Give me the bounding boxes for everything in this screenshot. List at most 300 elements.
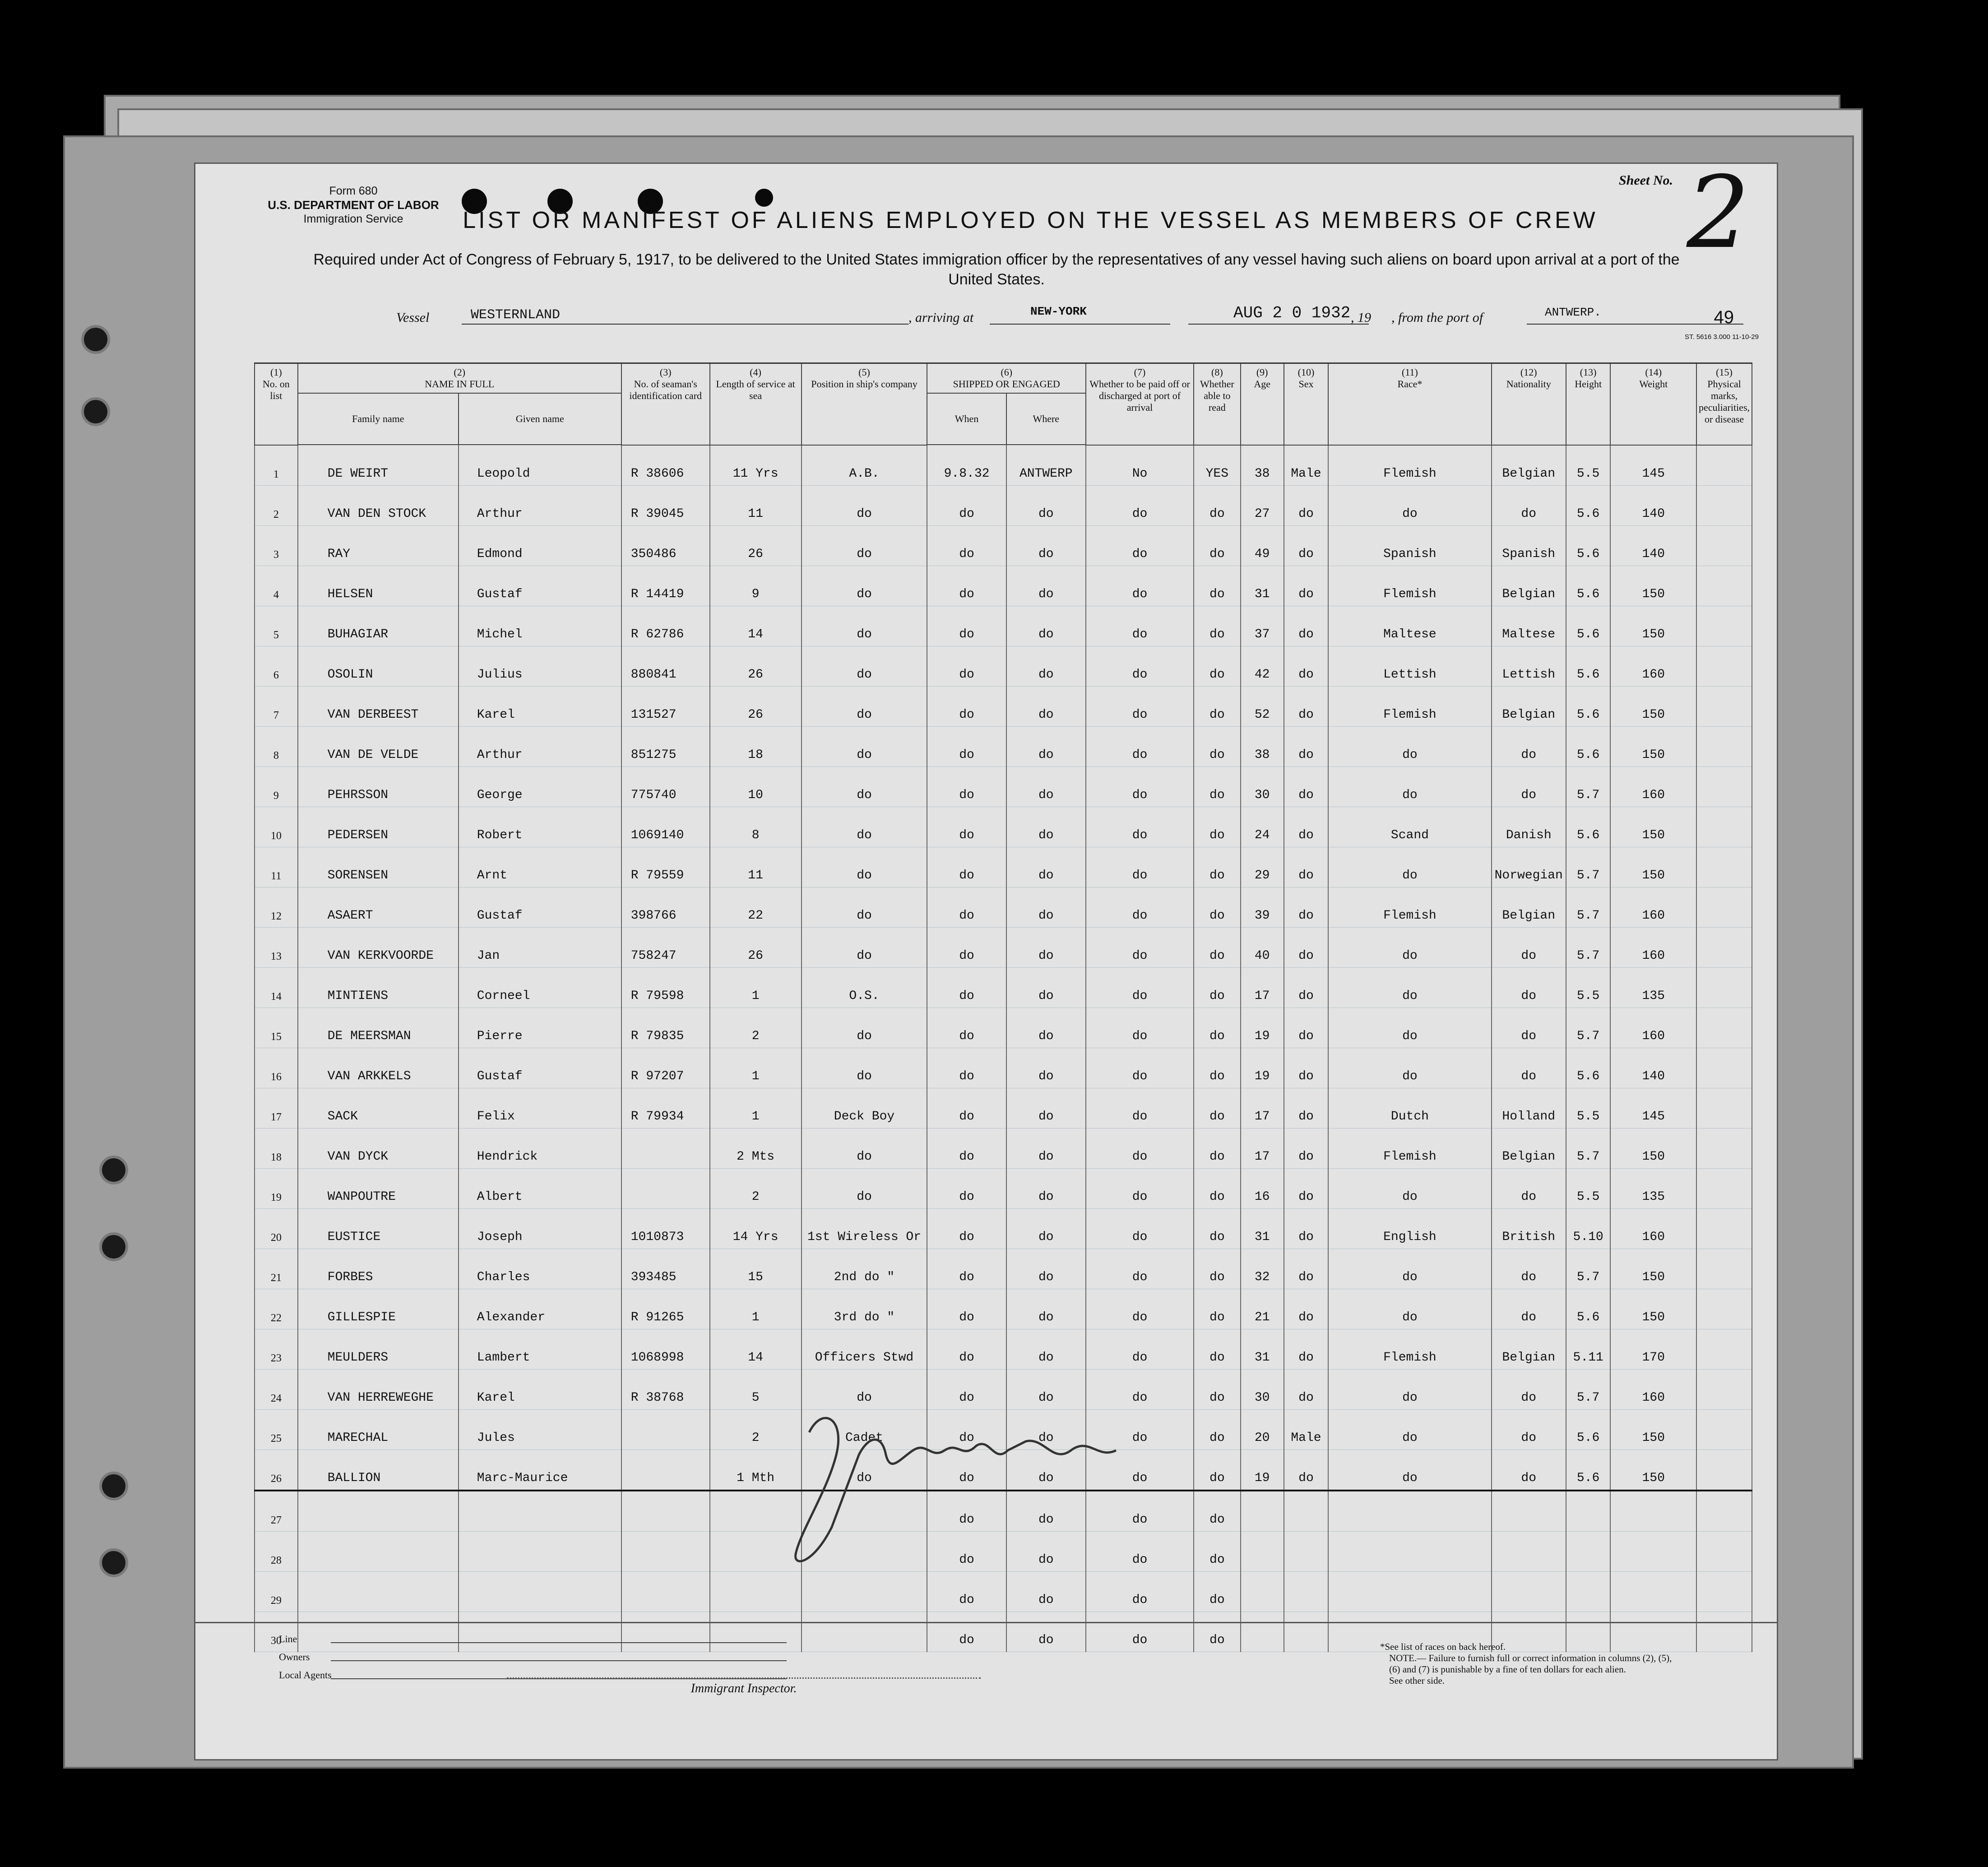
cell-service: 14 bbox=[710, 606, 802, 646]
cell-position: do bbox=[802, 807, 927, 847]
cell-family: MINTIENS bbox=[298, 968, 459, 1008]
cell-read: do bbox=[1194, 928, 1241, 968]
cell-marks bbox=[1696, 847, 1752, 887]
cell-race: do bbox=[1328, 928, 1491, 968]
cell-read: do bbox=[1194, 606, 1241, 646]
cell-sex: do bbox=[1284, 1329, 1329, 1370]
cell-card: R 97207 bbox=[621, 1048, 710, 1088]
cell-family: PEHRSSON bbox=[298, 767, 459, 807]
cell-card: R 62786 bbox=[621, 606, 710, 646]
cell-nat: British bbox=[1492, 1209, 1566, 1249]
cell-when: do bbox=[927, 1450, 1006, 1491]
cell-paid: do bbox=[1086, 526, 1194, 566]
cell-sex: Male bbox=[1284, 1410, 1329, 1450]
cell-position: do bbox=[802, 486, 927, 526]
cell-card: 398766 bbox=[621, 887, 710, 928]
table-row bbox=[255, 1048, 1752, 1088]
cell-race: do bbox=[1328, 1410, 1491, 1450]
col-number: (9) bbox=[1256, 367, 1268, 378]
cell-age: 38 bbox=[1241, 727, 1284, 767]
binder-hole bbox=[81, 397, 110, 426]
cell-weight: 160 bbox=[1610, 928, 1696, 968]
cell-nat: do bbox=[1492, 486, 1566, 526]
cell-service: 9 bbox=[710, 566, 802, 606]
col-number: (12) bbox=[1520, 367, 1537, 378]
cell-nat: do bbox=[1492, 1450, 1566, 1491]
cell-no: 4 bbox=[255, 566, 298, 606]
table-row bbox=[255, 968, 1752, 1008]
cell-marks bbox=[1696, 1088, 1752, 1129]
cell-position: do bbox=[802, 727, 927, 767]
table-row bbox=[255, 928, 1752, 968]
cell-position: do bbox=[802, 847, 927, 887]
col-read-header bbox=[1194, 363, 1241, 446]
table-row bbox=[255, 1289, 1752, 1329]
cell-race: Scand bbox=[1328, 807, 1491, 847]
cell-service: 2 bbox=[710, 1008, 802, 1048]
cell-position: Cadet bbox=[802, 1410, 927, 1450]
binder-hole bbox=[99, 1232, 128, 1261]
cell-weight: 140 bbox=[1610, 486, 1696, 526]
col-number: (3) bbox=[659, 367, 672, 378]
cell-age: 52 bbox=[1241, 687, 1284, 727]
cell-given: Joseph bbox=[459, 1209, 621, 1249]
cell-card: R 91265 bbox=[621, 1289, 710, 1329]
cell-sex: do bbox=[1284, 566, 1329, 606]
arriving-label: , arriving at bbox=[908, 310, 974, 325]
cell-service: 2 bbox=[710, 1169, 802, 1209]
page-number: 49 bbox=[1714, 307, 1734, 327]
cell-race: Dutch bbox=[1328, 1088, 1491, 1129]
agents-label: Local Agents bbox=[279, 1669, 332, 1681]
cell-where: do bbox=[1006, 727, 1086, 767]
cell-position: A.B. bbox=[802, 445, 927, 486]
cell-read: do bbox=[1194, 1129, 1241, 1169]
cell-no: 17 bbox=[255, 1088, 298, 1129]
cell-no: 9 bbox=[255, 767, 298, 807]
cell-age: 38 bbox=[1241, 445, 1284, 486]
cell-family: FORBES bbox=[298, 1249, 459, 1289]
cell-family: VAN KERKVOORDE bbox=[298, 928, 459, 968]
cell-card: 1068998 bbox=[621, 1329, 710, 1370]
cell-where: do bbox=[1006, 1088, 1086, 1129]
cell-race: do bbox=[1328, 1048, 1491, 1088]
col-age-header bbox=[1241, 363, 1284, 446]
cell-weight: 150 bbox=[1610, 1289, 1696, 1329]
cell-nat: Belgian bbox=[1492, 1129, 1566, 1169]
vessel-name: WESTERNLAND bbox=[471, 307, 561, 323]
cell-paid: do bbox=[1086, 887, 1194, 928]
cell-read: do bbox=[1194, 1209, 1241, 1249]
cell-height: 5.7 bbox=[1566, 847, 1611, 887]
cell-weight: 145 bbox=[1610, 1088, 1696, 1129]
cell-paid: do bbox=[1086, 1209, 1194, 1249]
table-row bbox=[255, 1209, 1752, 1249]
cell-family: BUHAGIAR bbox=[298, 606, 459, 646]
cell-paid: do bbox=[1086, 1612, 1194, 1652]
table-row bbox=[255, 486, 1752, 526]
line-field bbox=[331, 1642, 787, 1643]
cell-weight: 160 bbox=[1610, 767, 1696, 807]
cell-where: do bbox=[1006, 1048, 1086, 1088]
cell-position: Officers Stwd bbox=[802, 1329, 927, 1370]
cell-no: 23 bbox=[255, 1329, 298, 1370]
table-row bbox=[255, 1129, 1752, 1169]
cell-height: 5.7 bbox=[1566, 928, 1611, 968]
cell-read: YES bbox=[1194, 445, 1241, 486]
binder-hole bbox=[81, 325, 110, 354]
cell-when: do bbox=[927, 1289, 1006, 1329]
cell-nat: do bbox=[1492, 1289, 1566, 1329]
cell-no: 18 bbox=[255, 1129, 298, 1169]
cell-position: do bbox=[802, 1048, 927, 1088]
cell-no: 2 bbox=[255, 486, 298, 526]
cell-race: Lettish bbox=[1328, 646, 1491, 687]
sheet-number-label: Sheet No. bbox=[1619, 173, 1673, 188]
cell-read: do bbox=[1194, 1532, 1241, 1572]
table-row bbox=[255, 445, 1752, 486]
cell-height: 5.6 bbox=[1566, 807, 1611, 847]
cell-given: Marc-Maurice bbox=[459, 1450, 621, 1491]
cell-given: Arnt bbox=[459, 847, 621, 887]
cell-paid: do bbox=[1086, 1491, 1194, 1532]
col-number: (1) bbox=[270, 367, 282, 378]
cell-when: do bbox=[927, 486, 1006, 526]
cell-height: 5.7 bbox=[1566, 1008, 1611, 1048]
cell-sex: do bbox=[1284, 606, 1329, 646]
cell-family: GILLESPIE bbox=[298, 1289, 459, 1329]
table-row bbox=[255, 807, 1752, 847]
cell-height: 5.6 bbox=[1566, 1048, 1611, 1088]
cell-height: 5.6 bbox=[1566, 727, 1611, 767]
cell-sex: do bbox=[1284, 646, 1329, 687]
cell-marks bbox=[1696, 687, 1752, 727]
cell-marks bbox=[1696, 606, 1752, 646]
cell-paid: do bbox=[1086, 1048, 1194, 1088]
cell-service: 1 Mth bbox=[710, 1450, 802, 1491]
cell-no: 29 bbox=[255, 1572, 298, 1612]
cell-when: do bbox=[927, 1410, 1006, 1450]
cell-card: R 38606 bbox=[621, 445, 710, 486]
cell-marks bbox=[1696, 1370, 1752, 1410]
cell-weight: 170 bbox=[1610, 1329, 1696, 1370]
cell-given: Arthur bbox=[459, 486, 621, 526]
cell-position: do bbox=[802, 687, 927, 727]
cell-height: 5.6 bbox=[1566, 526, 1611, 566]
cell-no: 11 bbox=[255, 847, 298, 887]
cell-service: 5 bbox=[710, 1370, 802, 1410]
cell-race: Flemish bbox=[1328, 887, 1491, 928]
cell-no: 21 bbox=[255, 1249, 298, 1289]
cell-when: do bbox=[927, 1008, 1006, 1048]
cell-sex: do bbox=[1284, 1048, 1329, 1088]
cell-weight: 150 bbox=[1610, 1410, 1696, 1450]
cell-when: do bbox=[927, 847, 1006, 887]
cell-given: Robert bbox=[459, 807, 621, 847]
cell-nat: do bbox=[1492, 928, 1566, 968]
cell-when: do bbox=[927, 1048, 1006, 1088]
cell-when: do bbox=[927, 1572, 1006, 1612]
cell-given: Arthur bbox=[459, 727, 621, 767]
cell-read: do bbox=[1194, 887, 1241, 928]
cell-race: do bbox=[1328, 727, 1491, 767]
col-label: Weight bbox=[1639, 378, 1668, 390]
cell-where: do bbox=[1006, 1370, 1086, 1410]
cell-when: do bbox=[927, 968, 1006, 1008]
cell-no: 22 bbox=[255, 1289, 298, 1329]
cell-marks bbox=[1696, 1532, 1752, 1572]
cell-where: do bbox=[1006, 1209, 1086, 1249]
cell-family: VAN DYCK bbox=[298, 1129, 459, 1169]
cell-card: R 79934 bbox=[621, 1088, 710, 1129]
cell-age: 16 bbox=[1241, 1169, 1284, 1209]
cell-where: do bbox=[1006, 486, 1086, 526]
col-position-header bbox=[802, 363, 927, 446]
cell-read: do bbox=[1194, 566, 1241, 606]
cell-race: do bbox=[1328, 767, 1491, 807]
form-number: Form 680 bbox=[329, 185, 378, 197]
cell-marks bbox=[1696, 1329, 1752, 1370]
cell-service: 15 bbox=[710, 1249, 802, 1289]
cell-nat: Spanish bbox=[1492, 526, 1566, 566]
cell-race: Flemish bbox=[1328, 687, 1491, 727]
cell-paid: do bbox=[1086, 1329, 1194, 1370]
cell-read: do bbox=[1194, 1169, 1241, 1209]
cell-marks bbox=[1696, 566, 1752, 606]
cell-when: do bbox=[927, 526, 1006, 566]
cell-weight: 135 bbox=[1610, 1169, 1696, 1209]
cell-family bbox=[298, 1532, 459, 1572]
cell-age bbox=[1241, 1532, 1284, 1572]
cell-age: 39 bbox=[1241, 887, 1284, 928]
cell-race: do bbox=[1328, 847, 1491, 887]
inspector-signature-line: Immigrant Inspector. bbox=[507, 1677, 981, 1696]
cell-read: do bbox=[1194, 968, 1241, 1008]
cell-marks bbox=[1696, 1289, 1752, 1329]
from-label: , from the port of bbox=[1391, 310, 1483, 325]
col-label: No. of seaman's identification card bbox=[629, 378, 702, 401]
cell-age: 31 bbox=[1241, 566, 1284, 606]
cell-sex: do bbox=[1284, 968, 1329, 1008]
cell-family: VAN DE VELDE bbox=[298, 727, 459, 767]
cell-weight: 150 bbox=[1610, 1129, 1696, 1169]
cell-nat: do bbox=[1492, 1410, 1566, 1450]
cell-read: do bbox=[1194, 1370, 1241, 1410]
department-name: U.S. DEPARTMENT OF LABOR bbox=[268, 198, 439, 212]
cell-race bbox=[1328, 1532, 1491, 1572]
col-number: (10) bbox=[1298, 367, 1315, 378]
cell-where: do bbox=[1006, 606, 1086, 646]
cell-nat bbox=[1492, 1491, 1566, 1532]
cell-sex bbox=[1284, 1532, 1329, 1572]
cell-card: R 14419 bbox=[621, 566, 710, 606]
cell-age bbox=[1241, 1491, 1284, 1532]
table-row bbox=[255, 1169, 1752, 1209]
binder-hole bbox=[99, 1472, 128, 1500]
col-sex-header bbox=[1284, 363, 1329, 446]
cell-where: ANTWERP bbox=[1006, 445, 1086, 486]
cell-position: do bbox=[802, 1450, 927, 1491]
cell-weight: 150 bbox=[1610, 566, 1696, 606]
cell-age: 17 bbox=[1241, 1129, 1284, 1169]
cell-nat: do bbox=[1492, 1048, 1566, 1088]
cell-race: Flemish bbox=[1328, 566, 1491, 606]
col-label: Whether to be paid off or discharged at port of arrival bbox=[1089, 378, 1190, 413]
cell-height: 5.6 bbox=[1566, 1410, 1611, 1450]
cell-sex: do bbox=[1284, 1169, 1329, 1209]
cell-race: do bbox=[1328, 1169, 1491, 1209]
cell-sex: do bbox=[1284, 486, 1329, 526]
cell-no: 7 bbox=[255, 687, 298, 727]
col-service-header bbox=[710, 363, 802, 446]
cell-service: 26 bbox=[710, 687, 802, 727]
cell-age: 42 bbox=[1241, 646, 1284, 687]
cell-family: SORENSEN bbox=[298, 847, 459, 887]
col-number: (7) bbox=[1134, 367, 1146, 378]
cell-position: O.S. bbox=[802, 968, 927, 1008]
cell-when: do bbox=[927, 566, 1006, 606]
cell-family: RAY bbox=[298, 526, 459, 566]
cell-paid: do bbox=[1086, 1450, 1194, 1491]
cell-read: do bbox=[1194, 687, 1241, 727]
cell-where: do bbox=[1006, 1612, 1086, 1652]
cell-nat: Belgian bbox=[1492, 887, 1566, 928]
cell-sex: do bbox=[1284, 928, 1329, 968]
cell-marks bbox=[1696, 1169, 1752, 1209]
cell-given: Corneel bbox=[459, 968, 621, 1008]
cell-height: 5.7 bbox=[1566, 1249, 1611, 1289]
cell-marks bbox=[1696, 1491, 1752, 1532]
cell-read: do bbox=[1194, 1048, 1241, 1088]
cell-service: 2 bbox=[710, 1410, 802, 1450]
cell-family: VAN HERREWEGHE bbox=[298, 1370, 459, 1410]
cell-read: do bbox=[1194, 1289, 1241, 1329]
cell-where: do bbox=[1006, 1169, 1086, 1209]
col-paid-header bbox=[1086, 363, 1194, 446]
cell-no: 3 bbox=[255, 526, 298, 566]
cell-sex: do bbox=[1284, 1450, 1329, 1491]
cell-age: 20 bbox=[1241, 1410, 1284, 1450]
cell-nat: Lettish bbox=[1492, 646, 1566, 687]
cell-marks bbox=[1696, 1410, 1752, 1450]
col-number: (5) bbox=[858, 367, 870, 378]
cell-sex: do bbox=[1284, 1008, 1329, 1048]
cell-paid: do bbox=[1086, 486, 1194, 526]
cell-position: do bbox=[802, 928, 927, 968]
cell-family bbox=[298, 1491, 459, 1532]
col-family-header: Family name bbox=[298, 393, 459, 445]
cell-card: 1069140 bbox=[621, 807, 710, 847]
cell-card: R 79835 bbox=[621, 1008, 710, 1048]
cell-service: 14 Yrs bbox=[710, 1209, 802, 1249]
cell-given: Albert bbox=[459, 1169, 621, 1209]
cell-where: do bbox=[1006, 928, 1086, 968]
cell-when: do bbox=[927, 1612, 1006, 1652]
cell-age: 29 bbox=[1241, 847, 1284, 887]
cell-race: Flemish bbox=[1328, 1129, 1491, 1169]
cell-age: 37 bbox=[1241, 606, 1284, 646]
col-number: (11) bbox=[1402, 367, 1418, 378]
cell-race bbox=[1328, 1491, 1491, 1532]
cell-age: 19 bbox=[1241, 1048, 1284, 1088]
cell-height bbox=[1566, 1491, 1611, 1532]
cell-where: do bbox=[1006, 526, 1086, 566]
cell-paid: No bbox=[1086, 445, 1194, 486]
col-shipped-header bbox=[927, 363, 1085, 394]
cell-where: do bbox=[1006, 847, 1086, 887]
cell-read: do bbox=[1194, 807, 1241, 847]
cell-sex: do bbox=[1284, 767, 1329, 807]
cell-sex bbox=[1284, 1491, 1329, 1532]
owners-field bbox=[331, 1660, 787, 1661]
cell-height: 5.6 bbox=[1566, 646, 1611, 687]
departure-port: ANTWERP. bbox=[1545, 306, 1601, 319]
cell-paid: do bbox=[1086, 727, 1194, 767]
col-number: (6) bbox=[1001, 367, 1013, 378]
note-line: NOTE.— Failure to furnish full or correct information in columns (2), (5), bbox=[1389, 1653, 1672, 1663]
table-row bbox=[255, 1088, 1752, 1129]
cell-paid: do bbox=[1086, 1129, 1194, 1169]
cell-read: do bbox=[1194, 486, 1241, 526]
cell-service: 14 bbox=[710, 1329, 802, 1370]
cell-where: do bbox=[1006, 566, 1086, 606]
form-identifier bbox=[250, 184, 457, 226]
cell-read: do bbox=[1194, 767, 1241, 807]
cell-paid: do bbox=[1086, 1289, 1194, 1329]
cell-sex: do bbox=[1284, 727, 1329, 767]
col-label: Height bbox=[1575, 378, 1602, 390]
cell-no: 30 bbox=[255, 1612, 298, 1652]
cell-no: 8 bbox=[255, 727, 298, 767]
cell-card bbox=[621, 1169, 710, 1209]
cell-given: Pierre bbox=[459, 1008, 621, 1048]
punch-hole bbox=[755, 189, 773, 207]
cell-read: do bbox=[1194, 1088, 1241, 1129]
cell-service: 11 bbox=[710, 486, 802, 526]
cell-where: do bbox=[1006, 767, 1086, 807]
cell-sex: do bbox=[1284, 1289, 1329, 1329]
cell-given: George bbox=[459, 767, 621, 807]
cell-sex: do bbox=[1284, 1209, 1329, 1249]
cell-position: do bbox=[802, 1008, 927, 1048]
col-label: Sex bbox=[1298, 378, 1314, 390]
cell-service: 2 Mts bbox=[710, 1129, 802, 1169]
cell-race: do bbox=[1328, 1370, 1491, 1410]
cell-marks bbox=[1696, 807, 1752, 847]
cell-height: 5.5 bbox=[1566, 968, 1611, 1008]
cell-given: Julius bbox=[459, 646, 621, 687]
cell-paid: do bbox=[1086, 1008, 1194, 1048]
page-title: LIST OR MANIFEST OF ALIENS EMPLOYED ON THE VESSEL AS MEMBERS OF CREW bbox=[463, 207, 1598, 233]
cell-when: do bbox=[927, 1129, 1006, 1169]
col-where-header: Where bbox=[1006, 393, 1086, 445]
cell-card: 775740 bbox=[621, 767, 710, 807]
cell-family bbox=[298, 1572, 459, 1612]
cell-service: 11 Yrs bbox=[710, 445, 802, 486]
cell-race: do bbox=[1328, 1289, 1491, 1329]
cell-where: do bbox=[1006, 1249, 1086, 1289]
cell-given: Edmond bbox=[459, 526, 621, 566]
cell-card bbox=[621, 1491, 710, 1532]
manifest-sheet bbox=[194, 155, 1778, 1760]
cell-paid: do bbox=[1086, 807, 1194, 847]
cell-nat: Belgian bbox=[1492, 566, 1566, 606]
cell-weight: 140 bbox=[1610, 526, 1696, 566]
cell-weight bbox=[1610, 1491, 1696, 1532]
cell-marks bbox=[1696, 1450, 1752, 1491]
cell-service: 1 bbox=[710, 1088, 802, 1129]
cell-height: 5.6 bbox=[1566, 1289, 1611, 1329]
